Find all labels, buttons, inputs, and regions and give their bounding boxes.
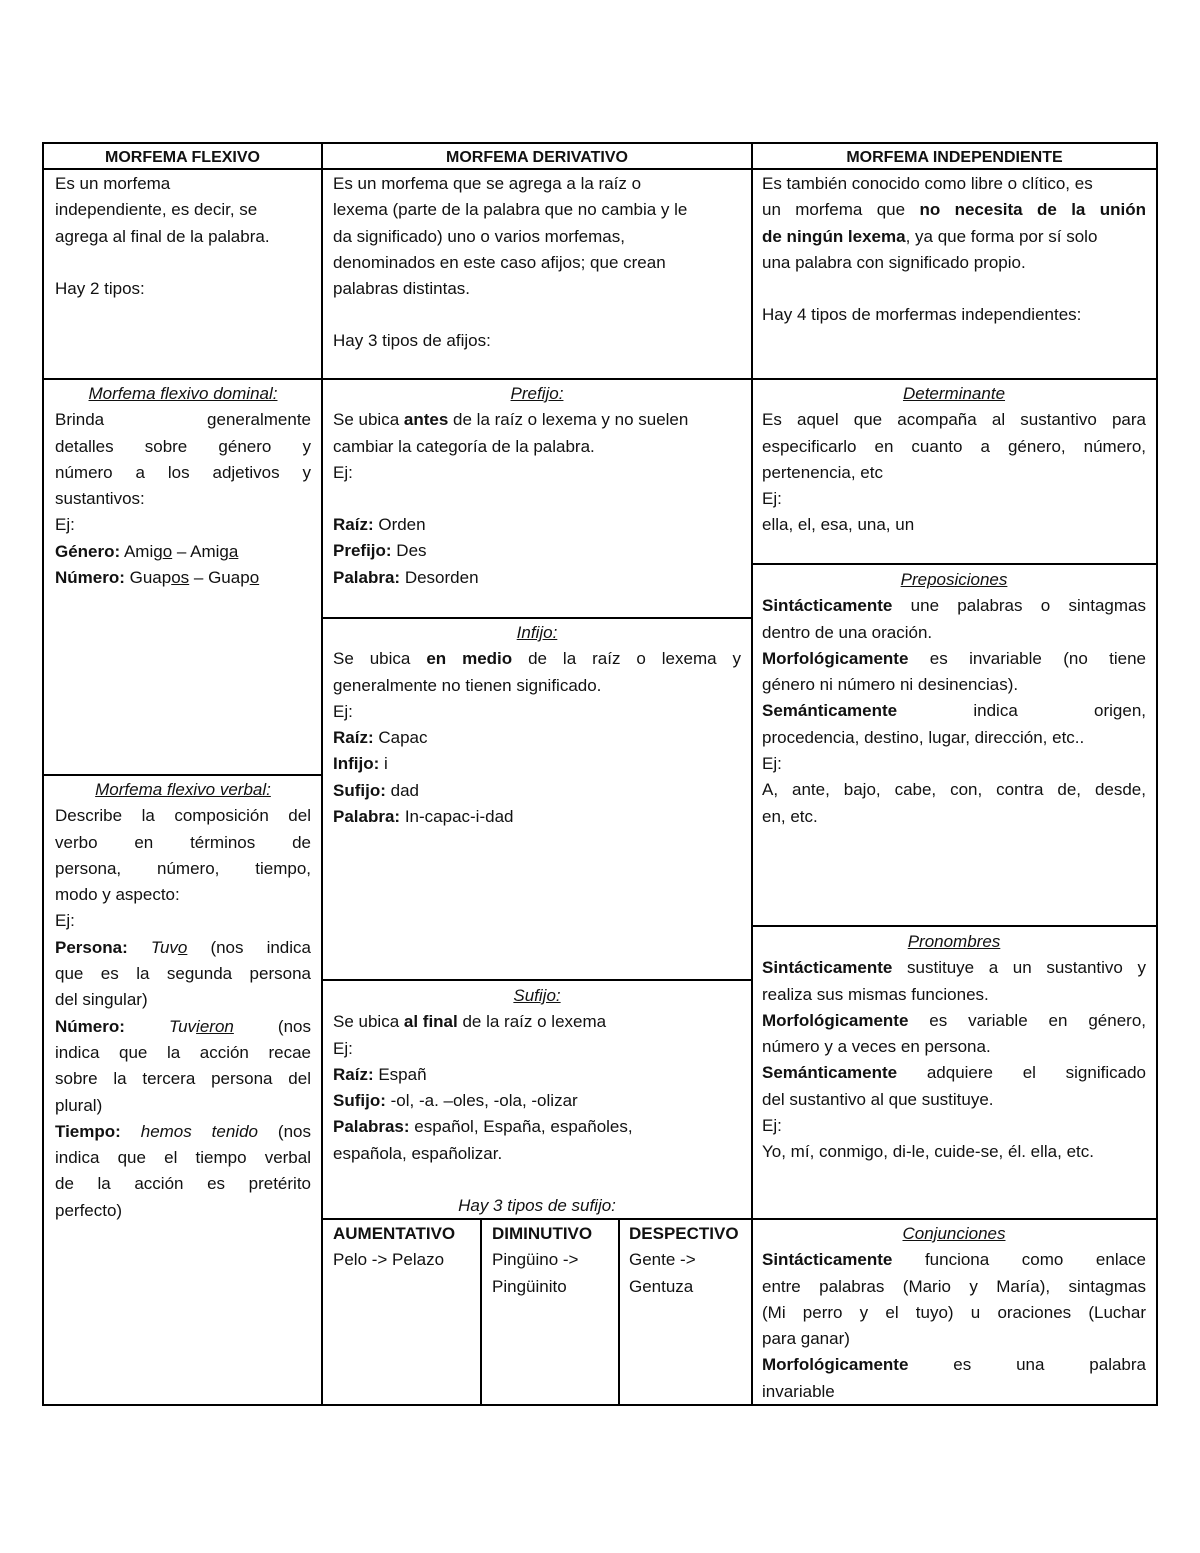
section-title: Determinante — [902, 384, 1006, 403]
col3-divider-1 — [751, 563, 1158, 565]
text-run: -ol, -a. –oles, -ola, -olizar — [385, 1091, 578, 1111]
text-line — [762, 698, 1146, 724]
text-line — [333, 646, 741, 672]
text-line: Ej: — [333, 462, 353, 482]
label-bold: Morfológicamente — [762, 1010, 909, 1030]
text-line — [333, 1114, 741, 1140]
text-line — [333, 725, 741, 751]
text-line: lexema (parte de la palabra que no cambia y le — [333, 200, 688, 220]
intro-derivativo — [333, 171, 745, 355]
text-line — [333, 565, 741, 591]
text-run: Guap — [124, 568, 172, 588]
text-line: Ej: — [762, 754, 782, 774]
cell-conjunciones — [762, 1221, 1146, 1405]
label-bold: Sufijo: — [333, 1091, 386, 1111]
text-run-bold: en medio — [426, 649, 513, 669]
text-line: Gentuza — [629, 1276, 694, 1296]
text-run-italic: Tuv — [150, 937, 178, 957]
text-run: Españ — [373, 1064, 427, 1084]
text-line: cambiar la categoría de la palabra. — [333, 436, 595, 456]
text-line: palabras distintas. — [333, 279, 471, 299]
text-line: detalles sobre género y — [55, 436, 311, 456]
subtable-divider-2 — [618, 1218, 620, 1406]
label-bold: Sintácticamente — [762, 958, 893, 978]
text-line: invariable — [762, 1381, 835, 1401]
text-line: Ej: — [55, 911, 75, 931]
label-bold: Semánticamente — [762, 1063, 898, 1083]
label-bold: Palabras: — [333, 1117, 410, 1137]
label-bold: Número: — [55, 1016, 125, 1036]
text-line — [762, 224, 1146, 250]
cell-infijo — [333, 620, 741, 830]
cell-preposiciones — [762, 567, 1146, 830]
label-bold: Morfológicamente — [762, 1355, 909, 1375]
sufijo-type-aumentativo — [333, 1221, 478, 1274]
text-line: Ej: — [762, 489, 782, 509]
sufijo-type-diminutivo — [492, 1221, 618, 1300]
text-run: de la raíz o lexema — [457, 1012, 607, 1032]
cell-prefijo — [333, 381, 741, 591]
text-run: Se ubica — [333, 649, 427, 669]
text-line: generalmente no tienen significado. — [333, 675, 602, 695]
text-line: sustantivos: — [55, 489, 145, 509]
text-run: Orden — [373, 515, 426, 535]
text-line: Hay 2 tipos: — [55, 278, 145, 298]
text-line — [333, 1062, 741, 1088]
text-line: Es aquel que acompaña al sustantivo para — [762, 410, 1146, 430]
subtable-divider-1 — [480, 1218, 482, 1406]
text-run-bold: antes — [403, 410, 449, 430]
text-line: Describe la composición del — [55, 806, 311, 826]
sufijo-type-title: DESPECTIVO — [629, 1224, 739, 1243]
text-run: de la raíz o lexema y — [512, 649, 742, 669]
text-line: indica que la acción recae — [55, 1042, 311, 1062]
text-line: Ej: — [333, 701, 353, 721]
section-title: Pronombres — [907, 932, 1001, 951]
text-line: perfecto) — [55, 1200, 123, 1220]
text-run: (nos — [233, 1016, 311, 1036]
col2-divider-1 — [321, 617, 753, 619]
text-line: española, españolizar. — [333, 1143, 503, 1163]
text-line: da significado) uno o varios morfemas, — [333, 226, 625, 246]
text-line: género ni número ni desinencias). — [762, 675, 1019, 695]
text-run: es una palabra — [908, 1355, 1146, 1375]
text-run: funciona como enlace — [892, 1250, 1146, 1270]
section-title: Conjunciones — [902, 1224, 1006, 1243]
text-line: dentro de una oración. — [762, 622, 933, 642]
intro-divider — [42, 378, 1158, 380]
label-bold: Semánticamente — [762, 701, 898, 721]
text-line: Pingüinito — [492, 1276, 567, 1296]
text-run: indica origen, — [897, 701, 1146, 721]
text-line: Hay 3 tipos de afijos: — [333, 331, 491, 351]
table-border-right — [1156, 142, 1158, 1406]
text-run: español, España, españoles, — [409, 1117, 633, 1137]
label-bold: Palabra: — [333, 807, 401, 827]
text-run-italic: hemos tenido — [140, 1121, 258, 1141]
text-run: Capac — [373, 728, 428, 748]
col3-divider-3 — [751, 1218, 1158, 1220]
label-bold: Morfológicamente — [762, 648, 909, 668]
label-bold: Género: — [55, 541, 121, 561]
text-line: sobre la tercera persona del — [55, 1069, 311, 1089]
text-line: Gente -> — [629, 1250, 696, 1270]
column-divider-2 — [751, 142, 753, 1406]
text-line: Es un morfema — [55, 174, 171, 193]
text-line: Ej: — [55, 515, 75, 535]
label-bold: Prefijo: — [333, 541, 392, 561]
text-line: A, ante, bajo, cabe, con, contra de, desde, — [762, 780, 1146, 800]
text-run: es invariable (no tiene — [908, 648, 1146, 668]
label-bold: Raíz: — [333, 1064, 374, 1084]
text-line: plural) — [55, 1095, 103, 1115]
text-line: que es la segunda persona — [55, 964, 311, 984]
text-run: (nos — [258, 1121, 311, 1141]
text-line: Es un morfema que se agrega a la raíz o — [333, 174, 642, 193]
text-line: Es también conocido como libre o clítico, es — [762, 174, 1093, 193]
section-title: Morfema flexivo verbal: — [95, 780, 271, 799]
text-line: del singular) — [55, 990, 148, 1010]
section-title: Morfema flexivo dominal: — [88, 384, 278, 403]
text-line: ella, el, esa, una, un — [762, 515, 915, 535]
text-line: independiente, es decir, se — [55, 200, 258, 220]
text-line: una palabra con significado propio. — [762, 252, 1026, 272]
morpheme-underlined: o — [249, 568, 260, 588]
text-line: número a los adjetivos y — [55, 462, 311, 482]
label-bold: Palabra: — [333, 567, 401, 587]
text-line — [55, 539, 311, 565]
cell-sufijo — [333, 983, 741, 1219]
section-title: Preposiciones — [900, 570, 1008, 589]
text-line — [333, 778, 741, 804]
text-run: sustituye a un sustantivo y — [892, 958, 1146, 978]
text-line: Hay 4 tipos de morfermas independientes: — [762, 305, 1082, 325]
text-line: Pingüino -> — [492, 1250, 579, 1270]
text-line — [333, 751, 741, 777]
text-run-bold: no necesita de la unión — [919, 200, 1147, 220]
section-title: Prefijo: — [510, 384, 564, 403]
text-line — [762, 197, 1146, 223]
label-bold: Sufijo: — [333, 780, 386, 800]
text-run: – Amig — [172, 541, 229, 561]
text-line — [333, 1009, 741, 1035]
text-line — [762, 1008, 1146, 1034]
text-line: especificarlo en cuanto a género, número, — [762, 436, 1146, 456]
text-line — [762, 593, 1146, 619]
text-run: Se ubica — [333, 1012, 404, 1032]
text-line: procedencia, destino, lugar, dirección, etc.. — [762, 727, 1085, 747]
text-line — [55, 1119, 311, 1145]
text-line: agrega al final de la palabra. — [55, 226, 270, 246]
text-run: (nos indica — [187, 937, 311, 957]
sufijo-type-despectivo — [629, 1221, 751, 1300]
text-line: denominados en este caso afijos; que crean — [333, 252, 666, 272]
text-line — [762, 646, 1146, 672]
text-run: – Guap — [189, 568, 250, 588]
text-line: número y a veces en persona. — [762, 1037, 991, 1057]
morpheme-underlined: ieron — [196, 1016, 234, 1036]
text-run-bold: al final — [403, 1012, 458, 1032]
header-morfema-flexivo: MORFEMA FLEXIVO — [105, 149, 260, 166]
text-line — [333, 1088, 741, 1114]
col3-divider-2 — [751, 925, 1158, 927]
section-title: Infijo: — [516, 623, 558, 642]
intro-independiente — [762, 171, 1146, 328]
text-run: Se ubica — [333, 410, 404, 430]
text-line: Ej: — [333, 1038, 353, 1058]
text-line — [762, 955, 1146, 981]
text-run: un morfema que — [762, 200, 920, 220]
text-line — [55, 1014, 311, 1040]
morpheme-underlined: o — [177, 937, 188, 957]
text-line — [333, 407, 741, 433]
cell-flexivo-dominal — [55, 381, 311, 591]
text-line — [762, 1247, 1146, 1273]
morpheme-underlined: a — [228, 541, 239, 561]
text-run-bold: de ningún lexema — [762, 226, 906, 246]
text-line: de la acción es pretérito — [55, 1174, 311, 1194]
text-run-italic: Tuv — [168, 1016, 197, 1036]
section-title: Sufijo: — [513, 986, 561, 1005]
intro-flexivo — [55, 171, 315, 302]
label-bold: Persona: — [55, 937, 128, 957]
text-run: adquiere el significado — [897, 1063, 1146, 1083]
label-bold: Raíz: — [333, 515, 374, 535]
header-morfema-derivativo: MORFEMA DERIVATIVO — [446, 149, 628, 166]
text-run: Desorden — [400, 567, 479, 587]
text-line — [762, 1060, 1146, 1086]
text-line: del sustantivo al que sustituye. — [762, 1089, 994, 1109]
text-line: en, etc. — [762, 806, 818, 826]
label-bold: Número: — [55, 568, 125, 588]
table-border-top — [42, 142, 1158, 144]
text-line: Hay 3 tipos de sufijo: — [458, 1196, 616, 1216]
text-line — [333, 804, 741, 830]
text-line: Pelo -> Pelazo — [333, 1250, 445, 1270]
text-run: de la raíz o lexema y no suelen — [448, 410, 689, 430]
text-run: In-capac-i-dad — [400, 807, 514, 827]
text-run: Des — [391, 541, 427, 561]
morpheme-underlined: os — [171, 568, 190, 588]
text-line: indica que el tiempo verbal — [55, 1148, 311, 1168]
text-line: realiza sus mismas funciones. — [762, 984, 989, 1004]
text-line — [333, 512, 741, 538]
text-line — [333, 538, 741, 564]
cell-pronombres — [762, 929, 1146, 1166]
text-line — [55, 935, 311, 961]
label-bold: Infijo: — [333, 754, 380, 774]
text-run: , ya que forma por sí solo — [905, 226, 1098, 246]
label-bold: Tiempo: — [55, 1121, 121, 1141]
label-bold: Raíz: — [333, 728, 374, 748]
cell-flexivo-verbal — [55, 777, 311, 1224]
text-line: Ej: — [762, 1116, 782, 1136]
header-morfema-independiente: MORFEMA INDEPENDIENTE — [846, 149, 1063, 166]
text-line: modo y aspecto: — [55, 885, 180, 905]
morpheme-underlined: o — [162, 541, 173, 561]
text-line: Brinda generalmente — [55, 410, 311, 430]
text-line: Yo, mí, conmigo, di-le, cuide-se, él. ella, etc. — [762, 1142, 1094, 1162]
text-line: para ganar) — [762, 1329, 850, 1349]
text-run: es variable en género, — [908, 1010, 1146, 1030]
text-run: Amig — [120, 541, 163, 561]
sufijo-type-title: DIMINUTIVO — [492, 1224, 593, 1243]
text-line: (Mi perro y el tuyo) u oraciones (Luchar — [762, 1302, 1146, 1322]
text-line: pertenencia, etc — [762, 462, 883, 482]
col1-divider — [42, 774, 323, 776]
text-line — [55, 565, 311, 591]
cell-determinante — [762, 381, 1146, 539]
text-line — [762, 1352, 1146, 1378]
text-line: entre palabras (Mario y María), sintagmas — [762, 1276, 1146, 1296]
col2-divider-2 — [321, 979, 753, 981]
text-line: verbo en términos de — [55, 832, 311, 852]
sufijo-type-title: AUMENTATIVO — [333, 1224, 456, 1243]
text-run: dad — [385, 780, 419, 800]
text-line: persona, número, tiempo, — [55, 858, 311, 878]
label-bold: Sintácticamente — [762, 1250, 893, 1270]
label-bold: Sintácticamente — [762, 596, 893, 616]
text-run: i — [379, 754, 388, 774]
text-run: une palabras o sintagmas — [892, 596, 1146, 616]
